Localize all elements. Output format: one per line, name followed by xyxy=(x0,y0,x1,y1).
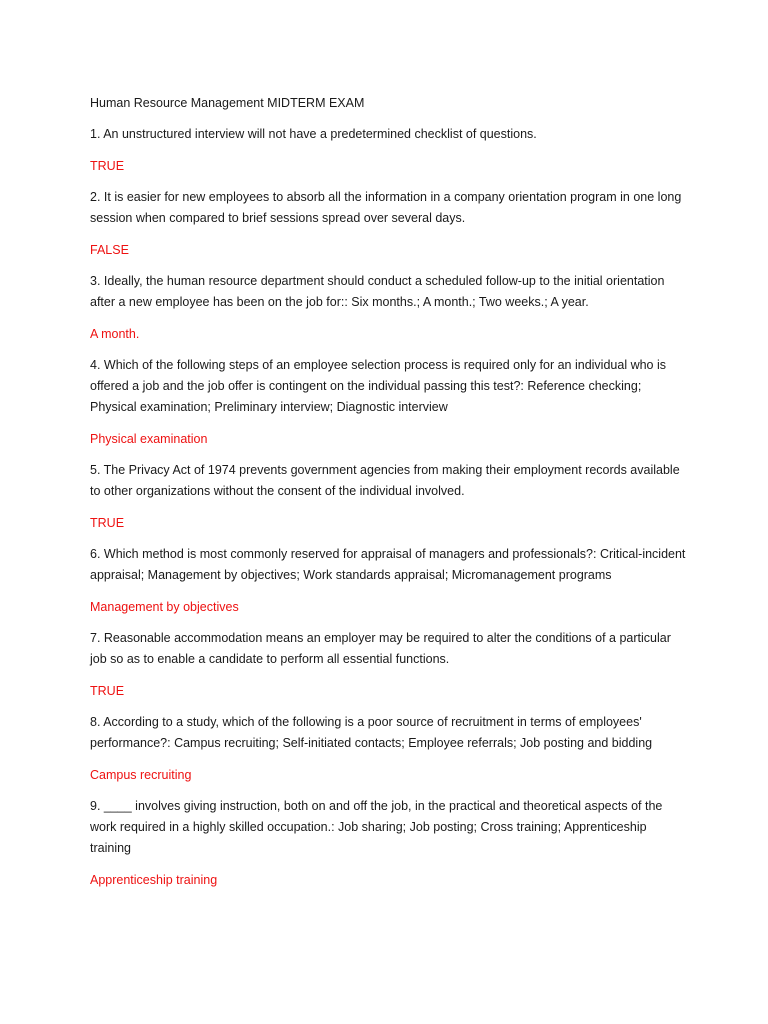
answer-5: TRUE xyxy=(90,516,125,530)
question-8: 8. According to a study, which of the following is a poor source of recruitment in terms of employees' performance?: Campus recruiting; Self-initiated contacts; Employee referrals; Job posting and bidding xyxy=(90,715,653,750)
answer-9: Apprenticeship training xyxy=(90,873,218,887)
question-9: 9. ____ involves giving instruction, both on and off the job, in the practical and theoretical aspects of the work required in a highly skilled occupation.: Job sharing; Job posting; Cross training; Apprenticeship training xyxy=(90,799,663,855)
question-4: 4. Which of the following steps of an employee selection process is required only for an individual who is offered a job and the job offer is contingent on the individual passing this test?: Reference checking; Physical examination; Preliminary interview; Diagnostic interview xyxy=(90,358,667,414)
document-title: Human Resource Management MIDTERM EXAM xyxy=(90,96,365,110)
document-content xyxy=(90,93,690,901)
answer-8: Campus recruiting xyxy=(90,768,192,782)
question-1: 1. An unstructured interview will not have a predetermined checklist of questions. xyxy=(90,127,537,141)
answer-6: Management by objectives xyxy=(90,600,239,614)
question-7: 7. Reasonable accommodation means an employer may be required to alter the conditions of a particular job so as to enable a candidate to perform all essential functions. xyxy=(90,631,671,666)
answer-4: Physical examination xyxy=(90,432,208,446)
question-6: 6. Which method is most commonly reserved for appraisal of managers and professionals?: Critical-incident appraisal; Management by objectives; Work standards appraisal; Micromanagement programs xyxy=(90,547,686,582)
answer-3: A month. xyxy=(90,327,140,341)
answer-1: TRUE xyxy=(90,159,125,173)
question-5: 5. The Privacy Act of 1974 prevents government agencies from making their employment records available to other organizations without the consent of the individual involved. xyxy=(90,463,680,498)
answer-2: FALSE xyxy=(90,243,129,257)
answer-7: TRUE xyxy=(90,684,125,698)
question-2: 2. It is easier for new employees to absorb all the information in a company orientation program in one long session when compared to brief sessions spread over several days. xyxy=(90,190,682,225)
question-3: 3. Ideally, the human resource department should conduct a scheduled follow-up to the initial orientation after a new employee has been on the job for:: Six months.; A month.; Two weeks.; A year. xyxy=(90,274,665,309)
